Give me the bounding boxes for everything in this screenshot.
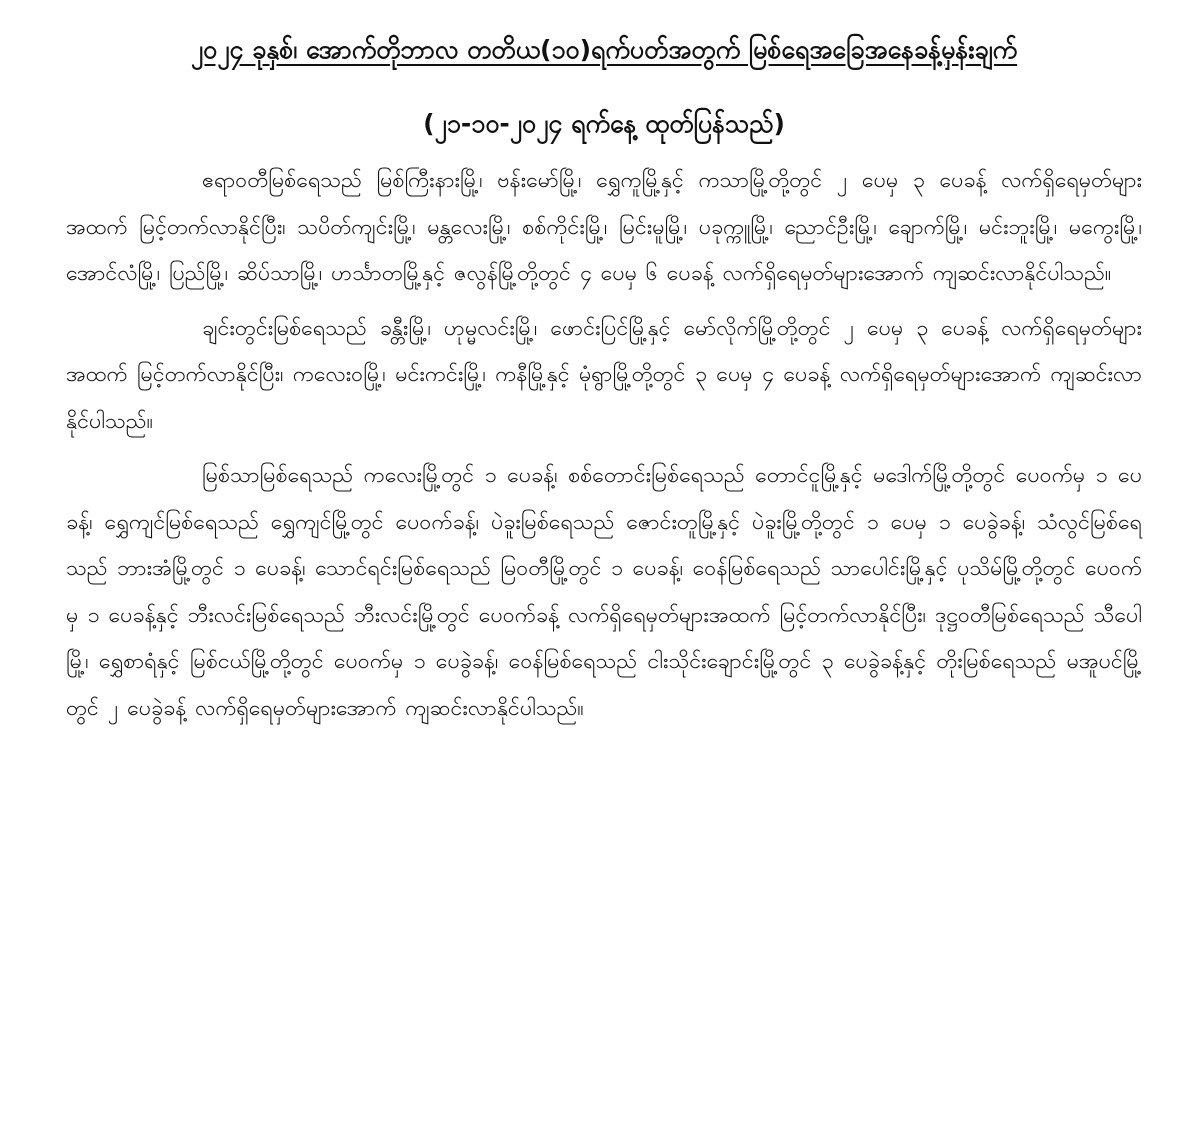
- document-subtitle: (၂၁-၁၀-၂၀၂၄ ရက်နေ့ ထုတ်ပြန်သည်): [423, 109, 785, 138]
- document-title: ၂၀၂၄ ခုနှစ်၊ အောက်တိုဘာလ တတိယ(၁၀)ရက်ပတ်အတွက် မြစ်ရေအခြေအနေခန့်မှန်းချက်: [190, 35, 1018, 64]
- paragraph-chindwin: ချင်းတွင်းမြစ်ရေသည် ခန္တီးမြို့၊ ဟုမ္မလင်းမြို့၊ ဖောင်းပြင်မြို့နှင့် မော်လိုက်မြို့တို့တွင် ၂ ပေမှ ၃ ပေခန့် လက်ရှိရေမှတ်များအထက် မြင့်တက်လာနိုင်ပြီး၊ ကလေးဝမြို့၊ မင်းကင်းမြို့၊ ကနီမြို့နှင့် မုံရွာမြို့တို့တွင် ၃ ပေမှ ၄ ပေခန့် လက်ရှိရေမှတ်များအောက် ကျဆင်းလာနိုင်ပါသည်။: [66, 315, 1142, 434]
- paragraph-irrawaddy: ဧရာဝတီမြစ်ရေသည် မြစ်ကြီးနားမြို့၊ ဗန်းမော်မြို့၊ ရွှေကူမြို့နှင့် ကသာမြို့တို့တွင် ၂ ပေမှ ၃ ပေခန့် လက်ရှိရေမှတ်များအထက် မြင့်တက်လာနိုင်ပြီး၊ သပိတ်ကျင်းမြို့၊ မန္တလေးမြို့၊ စစ်ကိုင်းမြို့၊ မြင်းမူမြို့၊ ပခုက္ကူမြို့၊ ညောင်ဦးမြို့၊ ချောက်မြို့၊ မင်းဘူးမြို့၊ မကွေးမြို့၊ အောင်လံမြို့၊ ပြည်မြို့၊ ဆိပ်သာမြို့၊ ဟင်္သာတမြို့နှင့် ဇလွန်မြို့တို့တွင် ၄ ပေမှ ၆ ပေခန့် လက်ရှိရေမှတ်များအောက် ကျဆင်းလာနိုင်ပါသည်။: [66, 168, 1142, 286]
- paragraph-other-rivers: မြစ်သာမြစ်ရေသည် ကလေးမြို့တွင် ၁ ပေခန့်၊ စစ်တောင်းမြစ်ရေသည် တောင်ငူမြို့နှင့် မဒေါက်မြို့တို့တွင် ပေဝက်မှ ၁ ပေခန့်၊ ရွှေကျင်မြစ်ရေသည် ရွှေကျင်မြို့တွင် ပေဝက်ခန့်၊ ပဲခူးမြစ်ရေသည် ဇောင်းတူမြို့နှင့် ပဲခူးမြို့တို့တွင် ၁ ပေမှ ၁ ပေခွဲခန့်၊ သံလွင်မြစ်ရေသည် ဘားအံမြို့တွင် ၁ ပေခန့်၊ သောင်ရင်းမြစ်ရေသည် မြဝတီမြို့တွင် ၁ ပေခန့်၊ ဝေန်မြစ်ရေသည် သာပေါင်းမြို့နှင့် ပုသိမ်မြို့တို့တွင် ပေဝက်မှ ၁ ပေခန့်နှင့် ဘီးလင်းမြစ်ရေသည် ဘီးလင်းမြို့တွင် ပေဝက်ခန့် လက်ရှိရေမှတ်များအထက် မြင့်တက်လာနိုင်ပြီး၊ ဒုဋ္ဌဝတီမြစ်ရေသည် သီပေါမြို့၊ ရွှေစာရံနှင့် မြစ်ငယ်မြို့တို့တွင် ပေဝက်မှ ၁ ပေခွဲခန့်၊ ဝေန်မြစ်ရေသည် ငါးသိုင်းချောင်းမြို့တွင် ၃ ပေခွဲခန့်နှင့် တိုးမြစ်ရေသည် မအူပင်မြို့တွင် ၂ ပေခွဲခန့် လက်ရှိရေမှတ်များအောက် ကျဆင်းလာနိုင်ပါသည်။: [66, 463, 1142, 721]
